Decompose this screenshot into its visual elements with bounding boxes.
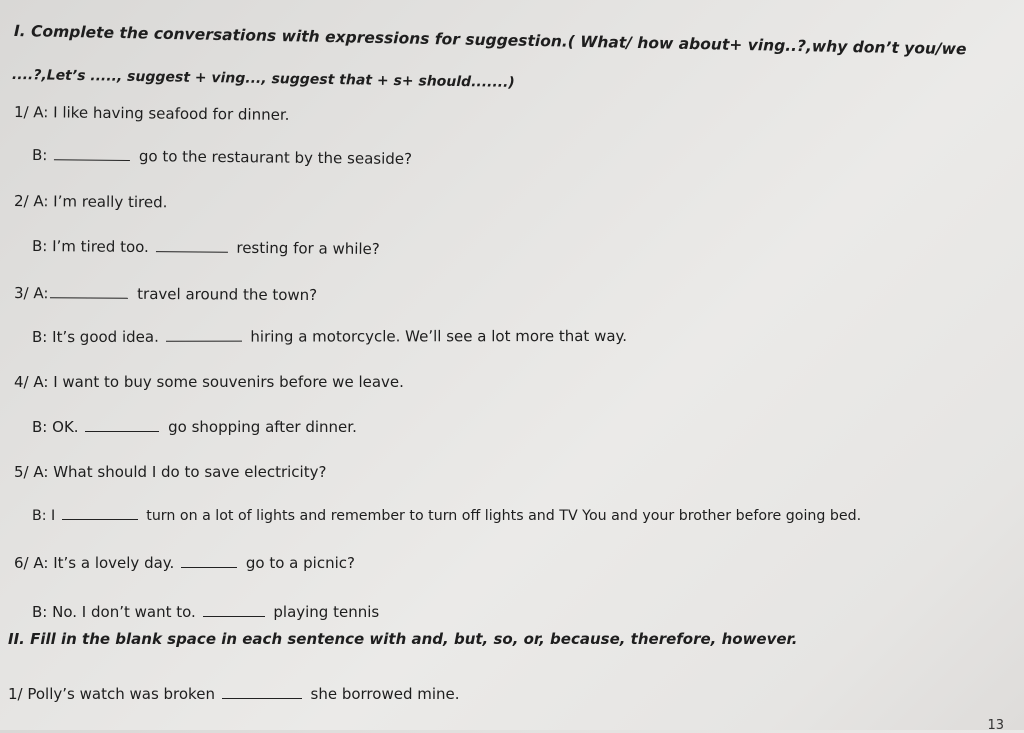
answer-blank[interactable] xyxy=(62,507,138,520)
answer-blank[interactable] xyxy=(50,285,128,299)
exercise-3-question: 3/ A: travel around the town? xyxy=(13,284,318,305)
answer-blank[interactable] xyxy=(166,329,242,342)
section1-title-line1: I. Complete the conversations with expressions for suggestion.( What/ how about+ ving..?,why don’t you/we xyxy=(13,22,967,59)
exercise-1-question: 1/ A: I like having seafood for dinner. xyxy=(13,103,290,124)
exercise-4-question: 4/ A: I want to buy some souvenirs before we leave. xyxy=(14,373,404,391)
section2-title: II. Fill in the blank space in each sentence with and, but, so, or, because, therefore, however. xyxy=(8,630,798,648)
answer-blank[interactable] xyxy=(85,419,159,432)
exercise-3-response: B: It’s good idea. hiring a motorcycle. We’ll see a lot more that way. xyxy=(31,326,628,346)
exercise-5-question: 5/ A: What should I do to save electricity? xyxy=(14,463,327,481)
answer-blank[interactable] xyxy=(156,239,228,253)
exercise-2-question: 2/ A: I’m really tired. xyxy=(13,192,168,212)
answer-blank[interactable] xyxy=(203,604,265,617)
section2-item-1: 1/ Polly’s watch was broken she borrowed mine. xyxy=(8,685,460,703)
answer-blank[interactable] xyxy=(181,555,237,568)
section1-title-line2: ....?,Let’s ....., suggest + ving..., suggest that + s+ should.......) xyxy=(11,67,515,91)
exercise-6-question: 6/ A: It’s a lovely day. go to a picnic? xyxy=(14,554,355,572)
page-number: 13 xyxy=(987,718,1004,733)
answer-blank[interactable] xyxy=(54,147,130,161)
exercise-1-response: B: go to the restaurant by the seaside? xyxy=(31,146,413,168)
exercise-6-response: B: No. I don’t want to. playing tennis xyxy=(32,603,380,621)
exercise-5-response: B: I turn on a lot of lights and remember to turn off lights and TV You and your brother before going bed. xyxy=(32,508,862,524)
answer-blank[interactable] xyxy=(222,686,302,699)
exercise-4-response: B: OK. go shopping after dinner. xyxy=(32,418,357,436)
exercise-2-response: B: I’m tired too. resting for a while? xyxy=(31,237,380,259)
